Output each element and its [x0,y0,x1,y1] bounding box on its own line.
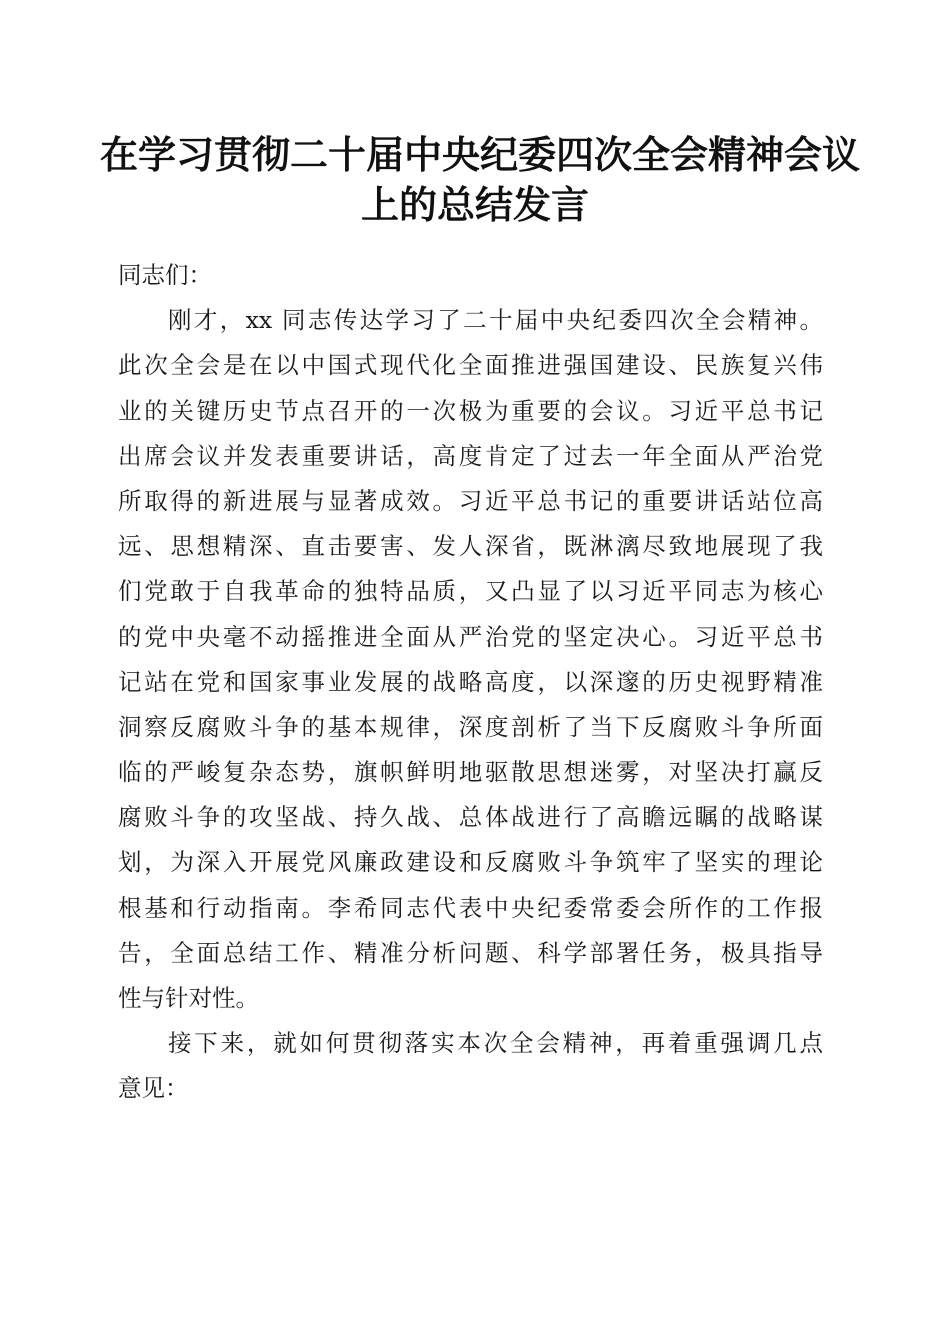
document-title [100,130,861,230]
paragraph-line: 的党中央毫不动摇推进全面从严治党的坚定决心。习近平总书 [118,622,823,651]
paragraph-line: 刚才，xx 同志传达学习了二十届中央纪委四次全会精神。 [168,306,823,335]
paragraph-1 [118,298,823,1021]
paragraph-line: 性与针对性。 [118,984,259,1012]
paragraph-line: 洞察反腐败斗争的基本规律，深度剖析了当下反腐败斗争所面 [118,712,823,741]
paragraph-line: 告，全面总结工作、精准分析问题、科学部署任务，极具指导 [118,938,823,967]
paragraph-line: 记站在党和国家事业发展的战略高度，以深邃的历史视野精准 [118,667,823,696]
paragraph-line: 远、思想精深、直击要害、发人深省，既淋漓尽致地展现了我 [118,532,823,561]
paragraph-line: 临的严峻复杂态势，旗帜鲜明地驱散思想迷雾，对坚决打赢反 [118,758,823,787]
salutation: 同志们： [118,261,212,289]
paragraph-line: 所取得的新进展与显著成效。习近平总书记的重要讲话站位高 [118,486,823,515]
title-line-1: 在学习贯彻二十届中央纪委四次全会精神会议 [100,132,861,177]
paragraph-line: 们党敢于自我革命的独特品质，又凸显了以习近平同志为核心 [118,577,823,606]
paragraph-line: 出席会议并发表重要讲话，高度肯定了过去一年全面从严治党 [118,441,823,470]
paragraph-2 [118,1021,823,1111]
paragraph-line: 根基和行动指南。李希同志代表中央纪委常委会所作的工作报 [118,893,823,922]
paragraph-line: 接下来，就如何贯彻落实本次全会精神，再着重强调几点 [168,1029,823,1058]
paragraph-line: 业的关键历史节点召开的一次极为重要的会议。习近平总书记 [118,396,823,425]
paragraph-line: 此次全会是在以中国式现代化全面推进强国建设、民族复兴伟 [118,351,823,380]
paragraph-line: 意见： [118,1074,189,1103]
title-line-2: 上的总结发言 [360,182,589,227]
paragraph-line: 腐败斗争的攻坚战、持久战、总体战进行了高瞻远瞩的战略谋 [118,803,823,832]
document-body [118,253,823,1112]
paragraph-line: 划，为深入开展党风廉政建设和反腐败斗争筑牢了坚实的理论 [118,848,823,877]
